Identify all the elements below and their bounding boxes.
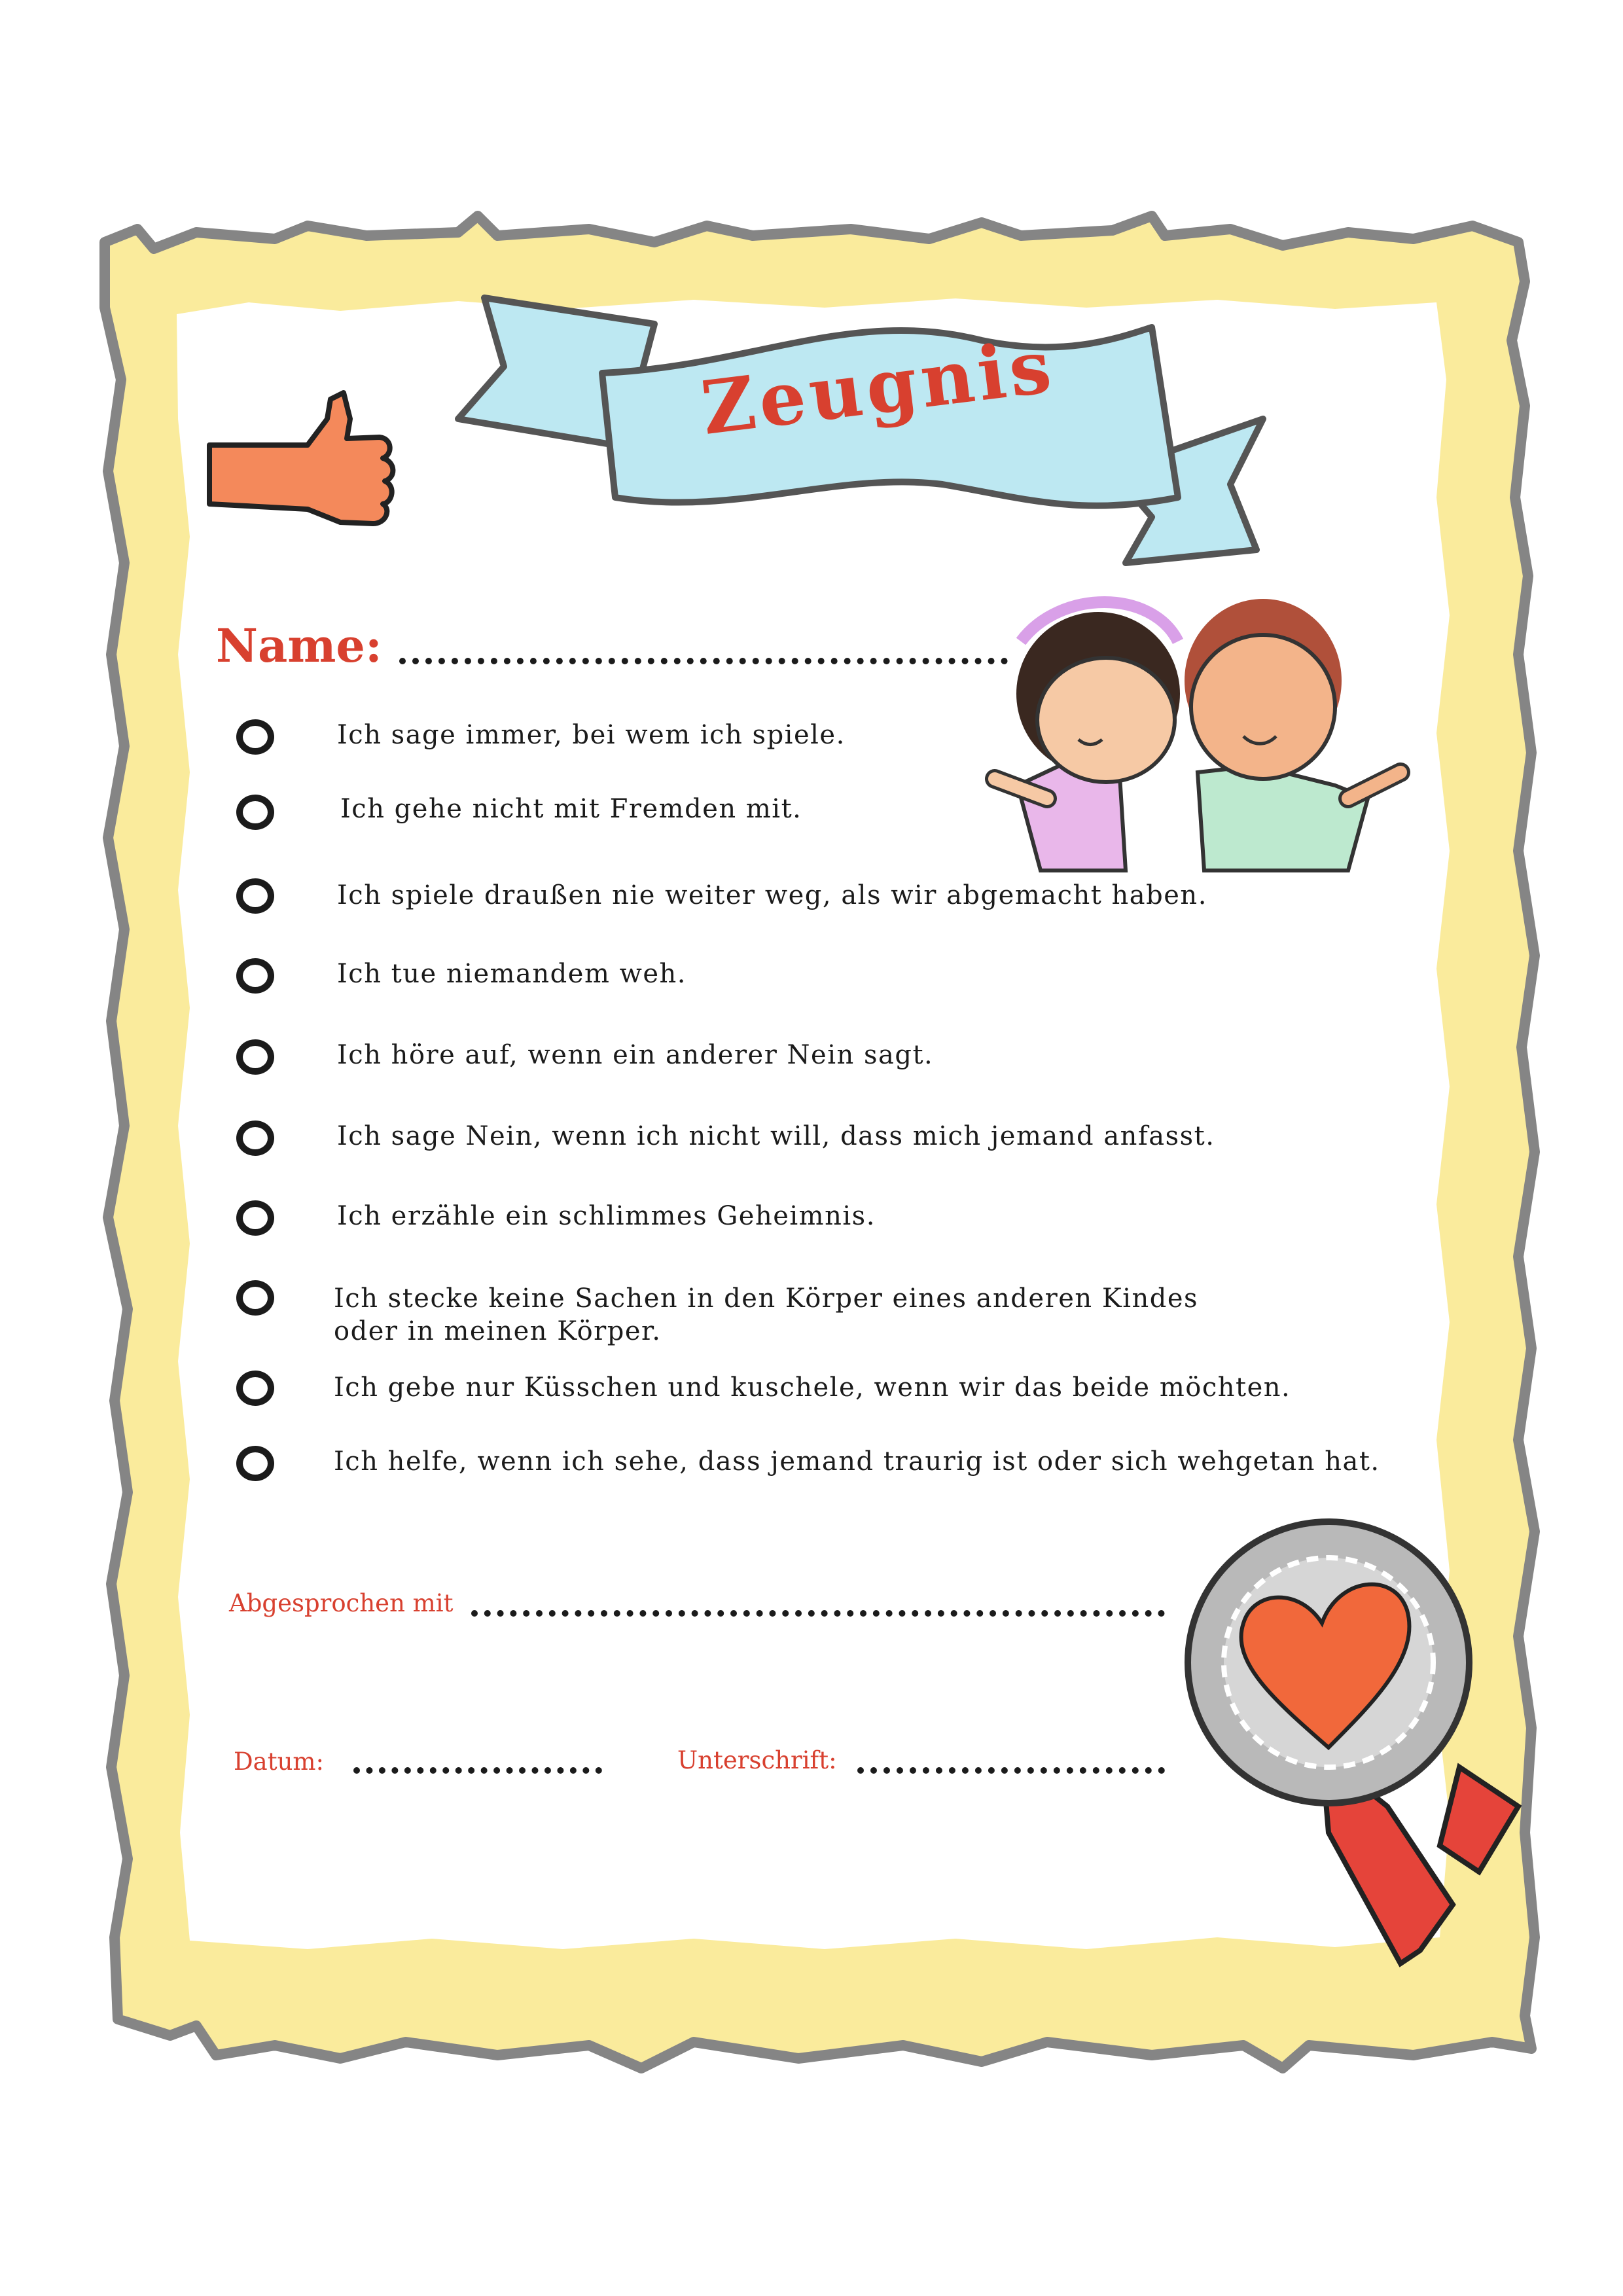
item-text: Ich sage Nein, wenn ich nicht will, dass mich jemand anfasst. [337,1121,1215,1151]
item-text: Ich höre auf, wenn ein anderer Nein sagt. [337,1040,934,1070]
name-field[interactable] [399,658,1008,664]
name-label: Name: [216,619,382,673]
page-title: Zeugnis [697,323,1060,452]
item-text: Ich stecke keine Sachen in den Körper eines anderen Kindes [334,1283,1199,1314]
list-item [232,956,1541,1034]
list-item [232,1278,1541,1356]
checkbox-circle[interactable] [236,1280,274,1316]
checkbox-circle[interactable] [236,878,274,914]
agreed-with-field[interactable] [471,1610,1165,1617]
item-text: Ich sage immer, bei wem ich spiele. [337,720,846,750]
list-item [232,1198,1541,1276]
list-item [232,1037,1541,1115]
item-text: Ich tue niemandem weh. [337,959,687,989]
checkbox-circle[interactable] [236,1446,274,1481]
item-text: Ich erzähle ein schlimmes Geheimnis. [337,1201,876,1231]
list-item [232,792,1541,870]
item-text: Ich gebe nur Küsschen und kuschele, wenn wir das beide möchten. [334,1372,1291,1403]
list-item [232,1118,1541,1196]
checkbox-circle[interactable] [236,1200,274,1236]
date-label: Datum: [234,1748,324,1776]
agreed-with-label: Abgesprochen mit [229,1589,454,1617]
signature-label: Unterschrift: [677,1746,837,1774]
checkbox-circle[interactable] [236,958,274,994]
item-text: Ich spiele draußen nie weiter weg, als wir abgemacht haben. [337,880,1207,910]
item-text: Ich gehe nicht mit Fremden mit. [340,794,802,824]
item-text: Ich helfe, wenn ich sehe, dass jemand traurig ist oder sich wehgetan hat. [334,1446,1380,1477]
list-item [232,1443,1541,1522]
checkbox-circle[interactable] [236,1371,274,1406]
checkbox-circle[interactable] [236,1121,274,1156]
list-item [232,876,1541,954]
signature-field[interactable] [857,1767,1165,1774]
item-text-line-2: oder in meinen Körper. [334,1316,662,1346]
checkbox-circle[interactable] [236,795,274,830]
list-item [232,1368,1541,1446]
date-field[interactable] [353,1767,602,1774]
list-item [232,717,1541,795]
checkbox-circle[interactable] [236,1039,274,1075]
checkbox-circle[interactable] [236,719,274,755]
